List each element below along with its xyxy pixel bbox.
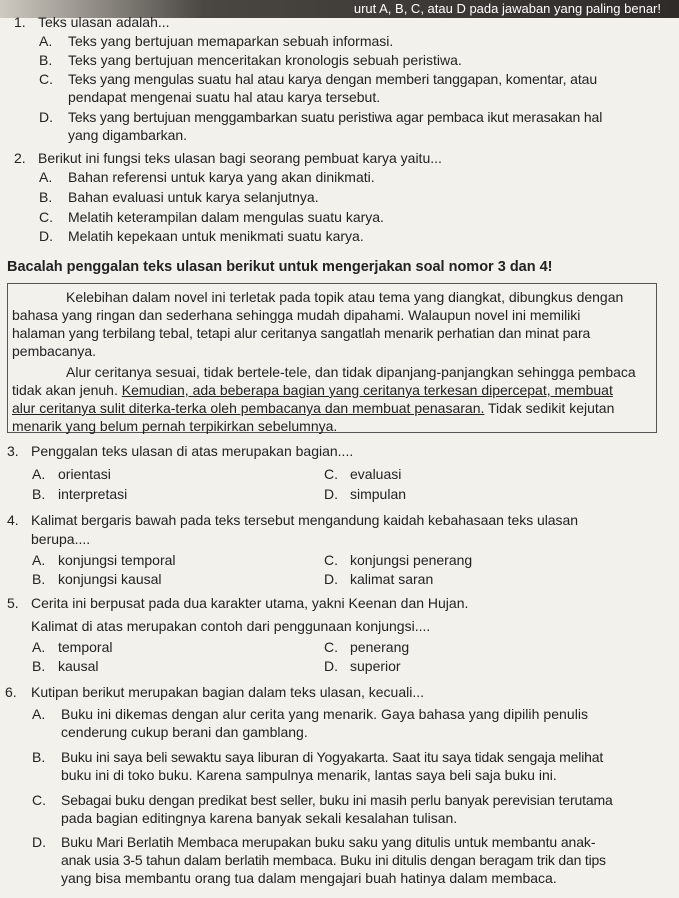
q4-question: Kalimat bergaris bawah pada teks tersebut mengandung kaidah kebahasaan teks ulasan bbox=[31, 512, 578, 528]
q6-option-b-line2[interactable]: buku ini di toko buku. Karena sampulnya menarik, lantas saya beli saja buku ini. bbox=[61, 767, 557, 783]
q2-option-d-text[interactable]: Melatih kepekaan untuk menikmati suatu karya. bbox=[68, 228, 364, 244]
q4-option-a-letter[interactable]: A. bbox=[32, 552, 46, 568]
passage-instruction: Bacalah penggalan teks ulasan berikut untuk mengerjakan soal nomor 3 dan 4! bbox=[7, 259, 553, 275]
q2-option-d-letter[interactable]: D. bbox=[39, 228, 53, 244]
q2-number: 2. bbox=[14, 150, 26, 166]
q3-option-b-letter[interactable]: B. bbox=[32, 486, 46, 502]
q5-option-c-letter[interactable]: C. bbox=[324, 639, 338, 655]
q4-option-c-letter[interactable]: C. bbox=[324, 552, 338, 568]
q6-option-d-line2[interactable]: anak usia 3-5 tahun dalam berlatih membaca. Buku ini ditulis dengan beragam trik dan tips bbox=[61, 852, 606, 868]
q1-question: Teks ulasan adalah... bbox=[38, 14, 170, 30]
q2-option-a-letter[interactable]: A. bbox=[39, 169, 53, 185]
q6-option-a-letter[interactable]: A. bbox=[32, 706, 46, 722]
q4-option-b-letter[interactable]: B. bbox=[32, 571, 46, 587]
q6-option-a-line2[interactable]: cenderung cukup berani dan gamblang. bbox=[61, 724, 308, 740]
q4-option-a-text[interactable]: konjungsi temporal bbox=[58, 552, 176, 568]
q1-option-b-letter[interactable]: B. bbox=[39, 52, 53, 68]
q6-option-a-line1[interactable]: Buku ini dikemas dengan alur cerita yang menarik. Gaya bahasa yang dipilih penulis bbox=[61, 706, 589, 722]
q6-option-c-line1[interactable]: Sebagai buku dengan predikat best seller, buku ini masih perlu banyak perevisian terutama bbox=[61, 792, 613, 808]
q1-option-b-text[interactable]: Teks yang bertujuan menceritakan kronologis sebuah peristiwa. bbox=[68, 52, 462, 68]
passage-p1-line3: halaman yang terbilang tebal, tetapi alur ceritanya sangatlah menarik perhatian dan minat para bbox=[12, 325, 591, 341]
q2-question: Berikut ini fungsi teks ulasan bagi seorang pembuat karya yaitu... bbox=[38, 150, 442, 166]
underlined-sentence-part2: alur ceritanya sulit diterka-terka oleh pembacanya dan membuat penasaran. bbox=[12, 400, 485, 416]
q2-option-c-text[interactable]: Melatih keterampilan dalam mengulas suatu karya. bbox=[68, 209, 384, 225]
q3-option-c-text[interactable]: evaluasi bbox=[350, 466, 402, 482]
q4-option-b-text[interactable]: konjungsi kausal bbox=[58, 571, 162, 587]
passage-p2-line3 bbox=[12, 399, 614, 417]
q1-number: 1. bbox=[14, 14, 26, 30]
header-instruction: urut A, B, C, atau D pada jawaban yang paling benar! bbox=[353, 1, 661, 16]
q1-option-a-letter[interactable]: A. bbox=[39, 33, 53, 49]
q2-option-b-text[interactable]: Bahan evaluasi untuk karya selanjutnya. bbox=[68, 189, 319, 205]
q2-option-b-letter[interactable]: B. bbox=[39, 189, 53, 205]
q4-question-line2: berupa.... bbox=[31, 531, 91, 547]
q6-option-c-letter[interactable]: C. bbox=[32, 792, 46, 808]
q3-option-c-letter[interactable]: C. bbox=[324, 466, 338, 482]
q5-option-b-text[interactable]: kausal bbox=[58, 658, 99, 674]
q6-option-d-letter[interactable]: D. bbox=[32, 834, 46, 850]
q1-option-c-letter[interactable]: C. bbox=[39, 71, 53, 87]
q1-option-c-text-line2[interactable]: pendapat mengenai suatu hal atau karya tersebut. bbox=[68, 89, 381, 105]
q2-option-c-letter[interactable]: C. bbox=[39, 209, 53, 225]
q6-option-d-line3[interactable]: yang bisa membantu orang tua dalam mengajari buah hatinya dalam membaca. bbox=[61, 870, 557, 886]
q4-option-d-letter[interactable]: D. bbox=[324, 571, 338, 587]
q3-option-a-text[interactable]: orientasi bbox=[58, 466, 111, 482]
q6-option-c-line2[interactable]: pada bagian editingnya karena banyak sekali kesalahan tulisan. bbox=[61, 810, 458, 826]
q3-option-a-letter[interactable]: A. bbox=[32, 466, 46, 482]
passage-p2-line3-rest: Tidak sedikit kejutan bbox=[484, 400, 615, 416]
passage-p2-line4: menarik yang belum pernah terpikirkan sebelumnya. bbox=[12, 418, 338, 434]
passage-p1-line1: Kelebihan dalam novel ini terletak pada topik atau tema yang diangkat, dibungkus dengan bbox=[66, 289, 624, 305]
q1-option-d-text-line2[interactable]: yang digambarkan. bbox=[68, 127, 188, 143]
q5-question: Cerita ini berpusat pada dua karakter utama, yakni Keenan dan Hujan. bbox=[31, 595, 469, 611]
q4-number: 4. bbox=[7, 512, 19, 528]
q3-number: 3. bbox=[7, 443, 19, 459]
passage-p2-line2 bbox=[12, 381, 613, 399]
q5-option-b-letter[interactable]: B. bbox=[32, 658, 46, 674]
q5-number: 5. bbox=[7, 595, 19, 611]
q6-number: 6. bbox=[5, 684, 17, 700]
underlined-sentence-part1: Kemudian, ada beberapa bagian yang ceritanya terkesan dipercepat, membuat bbox=[121, 382, 613, 398]
passage-p2-line1: Alur ceritanya sesuai, tidak bertele-tele, dan tidak dipanjang-panjangkan sehingga pembaca bbox=[66, 364, 636, 380]
q5-option-d-letter[interactable]: D. bbox=[324, 658, 338, 674]
q6-question: Kutipan berikut merupakan bagian dalam teks ulasan, kecuali... bbox=[31, 684, 425, 700]
passage-p2-line2-text: tidak akan jenuh. Kemudian, ada beberapa bagian yang ceritanya terkesan dipercepat, membuat bbox=[12, 382, 613, 398]
q1-option-d-text[interactable]: Teks yang bertujuan menggambarkan suatu peristiwa agar pembaca ikut merasakan hal bbox=[68, 109, 603, 125]
q5-option-d-text[interactable]: superior bbox=[350, 658, 401, 674]
q6-option-b-line1[interactable]: Buku ini saya beli sewaktu saya liburan di Yogyakarta. Saat itu saya tidak sengaja melihat bbox=[61, 749, 604, 765]
q5-option-c-text[interactable]: penerang bbox=[350, 639, 410, 655]
q3-option-d-text[interactable]: simpulan bbox=[350, 486, 407, 502]
q4-option-c-text[interactable]: konjungsi penerang bbox=[350, 552, 473, 568]
q3-option-d-letter[interactable]: D. bbox=[324, 486, 338, 502]
q6-option-d-line1[interactable]: Buku Mari Berlatih Membaca merupakan buku saku yang ditulis untuk membantu anak- bbox=[61, 834, 596, 850]
q2-option-a-text[interactable]: Bahan referensi untuk karya yang akan dinikmati. bbox=[68, 169, 375, 185]
q1-option-a-text[interactable]: Teks yang bertujuan memaparkan sebuah informasi. bbox=[68, 33, 394, 49]
q5-question-line2: Kalimat di atas merupakan contoh dari penggunaan konjungsi.... bbox=[31, 618, 431, 634]
q1-option-c-text[interactable]: Teks yang mengulas suatu hal atau karya dengan memberi tanggapan, komentar, atau bbox=[68, 71, 598, 87]
passage-p1-line4: pembacanya. bbox=[12, 343, 97, 359]
q5-option-a-text[interactable]: temporal bbox=[58, 639, 113, 655]
q5-option-a-letter[interactable]: A. bbox=[32, 639, 46, 655]
q1-option-d-letter[interactable]: D. bbox=[39, 109, 53, 125]
q6-option-b-letter[interactable]: B. bbox=[32, 749, 46, 765]
passage-p1-line2: bahasa yang ringan dan sederhana sehingga mudah dipahami. Walaupun novel ini memiliki bbox=[12, 307, 581, 323]
q3-option-b-text[interactable]: interpretasi bbox=[58, 486, 128, 502]
q4-option-d-text[interactable]: kalimat saran bbox=[350, 571, 434, 587]
q3-question: Penggalan teks ulasan di atas merupakan bagian.... bbox=[31, 443, 354, 459]
